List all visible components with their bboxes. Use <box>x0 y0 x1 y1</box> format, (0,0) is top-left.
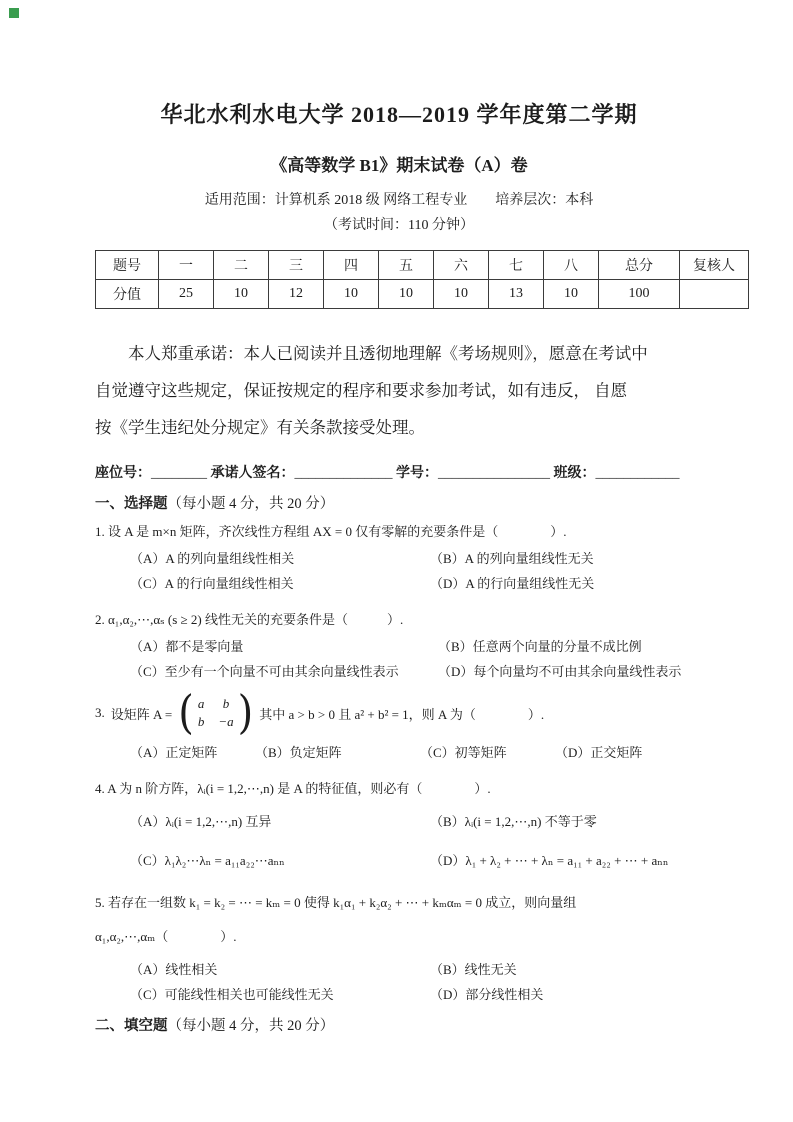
matrix-open-paren: ( <box>178 686 194 740</box>
question-5-stem <box>95 886 703 954</box>
question-3-text-suffix: 其中 a > b > 0 且 a² + b² = 1，则 A 为（ ）. <box>259 706 545 722</box>
question-5-text-line2: α₁,α₂,⋯,αₘ（ ）. <box>95 929 237 944</box>
question-5-text-line1 <box>95 886 703 920</box>
score-value-cell: 10 <box>544 280 599 309</box>
score-value-cell: 13 <box>489 280 544 309</box>
question-3 <box>95 686 703 764</box>
seat-number-label: 座位号： <box>95 466 151 481</box>
matrix-cell-11: a <box>197 696 205 711</box>
question-2-options <box>130 635 703 683</box>
question-2-text: α₁,α₂,⋯,αₛ (s ≥ 2) 线性无关的充要条件是（ ）. <box>108 612 404 627</box>
question-3-stem <box>95 686 703 740</box>
question-3-number: 3. <box>95 705 105 720</box>
score-value-cell: 10 <box>214 280 269 309</box>
matrix-cells <box>194 696 238 730</box>
time-line: （考试时间：110 分钟） <box>324 218 474 233</box>
exam-subtitle: 《高等数学 B1》期末试卷（A）卷 <box>270 156 528 175</box>
score-header-cell: 二 <box>214 251 269 280</box>
option-3b: （B）负定矩阵 <box>255 745 342 760</box>
question-2 <box>95 609 703 683</box>
score-header-cell: 五 <box>379 251 434 280</box>
option-5b: （B）线性无关 <box>430 962 517 977</box>
pledge-line: 自觉遵守这些规定，保证按规定的程序和要求参加考试，如有违反， 自愿 <box>95 381 628 400</box>
signer-name-blank: ______________ <box>294 466 393 481</box>
question-5-stem-line1: 若存在一组数 k₁ = k₂ = ⋯ = kₘ = 0 使得 k₁α₁ + k₂α₂ + ⋯ + kₘαₘ = 0 成立，则向量组 <box>108 895 577 910</box>
option-2c: （C）至少有一个向量不可由其余向量线性表示 <box>130 664 399 679</box>
scope-line: 适用范围：计算机系 2018 级 网络工程专业 培养层次：本科 <box>204 193 594 208</box>
score-header-cell: 题号 <box>96 251 159 280</box>
score-value-cell: 10 <box>379 280 434 309</box>
question-4 <box>95 778 703 872</box>
pledge-line: 按《学生违纪处分规定》有关条款接受处理。 <box>95 418 425 437</box>
matrix-cell-22: −a <box>218 714 234 729</box>
option-3d: （D）正交矩阵 <box>555 745 643 760</box>
score-header-cell: 六 <box>434 251 489 280</box>
score-table <box>95 250 749 309</box>
option-1d: （D）A 的行向量组线性无关 <box>430 576 595 591</box>
question-4-options <box>130 810 703 872</box>
question-5 <box>95 886 703 1006</box>
question-1-text: 设 A 是 m×n 矩阵，齐次线性方程组 AX = 0 仅有零解的充要条件是（ ）. <box>108 524 567 539</box>
class-label: 班级： <box>553 466 596 481</box>
question-2-stem <box>95 609 703 631</box>
option-2d: （D）每个向量均不可由其余向量线性表示 <box>438 664 682 679</box>
signer-name-label: 承诺人签名： <box>210 466 295 481</box>
option-5c: （C）可能线性相关也可能线性无关 <box>130 987 334 1002</box>
section-fill-heading <box>95 1014 703 1035</box>
student-id-label: 学号： <box>396 466 438 481</box>
question-5-options <box>130 958 703 1006</box>
score-value-cell: 100 <box>599 280 680 309</box>
score-header-cell: 一 <box>159 251 214 280</box>
pledge-line: 本人郑重承诺：本人已阅读并且透彻地理解《考场规则》，愿意在考试中 <box>128 344 648 363</box>
question-1-number: 1. <box>95 524 105 539</box>
signature-line <box>95 462 703 482</box>
seat-number-blank: ________ <box>151 466 207 481</box>
question-5-number: 5. <box>95 895 105 910</box>
score-value-cell: 25 <box>159 280 214 309</box>
score-header-cell: 总分 <box>599 251 680 280</box>
option-4c: （C）λ₁λ₂⋯λₙ = a₁₁a₂₂⋯aₙₙ <box>130 853 285 868</box>
option-4b: （B）λᵢ(i = 1,2,⋯,n) 不等于零 <box>430 814 597 829</box>
student-id-blank: ________________ <box>438 466 550 481</box>
option-2b: （B）任意两个向量的分量不成比例 <box>438 639 642 654</box>
option-3a: （A）正定矩阵 <box>130 745 218 760</box>
question-1-stem <box>95 521 703 543</box>
score-table-header-row <box>96 251 749 280</box>
matrix-close-paren: ) <box>237 686 254 740</box>
option-5a: （A）线性相关 <box>130 962 218 977</box>
score-table-value-row <box>96 280 749 309</box>
question-4-stem <box>95 778 703 800</box>
pledge-paragraph <box>95 335 703 446</box>
class-blank: ____________ <box>595 466 680 481</box>
option-5d: （D）部分线性相关 <box>430 987 544 1002</box>
score-header-cell: 七 <box>489 251 544 280</box>
question-3-text-prefix: 设矩阵 A = <box>110 706 173 722</box>
matrix-cell-12: b <box>222 696 230 711</box>
page-title: 华北水利水电大学 2018—2019 学年度第二学期 <box>160 102 638 127</box>
question-4-text: A 为 n 阶方阵，λᵢ(i = 1,2,⋯,n) 是 A 的特征值，则必有（ ）. <box>107 781 491 796</box>
option-2a: （A）都不是零向量 <box>130 639 244 654</box>
score-value-cell: 10 <box>324 280 379 309</box>
option-1c: （C）A 的行向量组线性相关 <box>130 576 294 591</box>
score-value-cell: 10 <box>434 280 489 309</box>
matrix-cell-21: b <box>197 714 205 729</box>
matrix-a <box>178 686 254 740</box>
option-1a: （A）A 的列向量组线性相关 <box>130 551 295 566</box>
section-fill-note: （每小题 4 分，共 20 分） <box>167 1018 335 1034</box>
score-header-cell: 四 <box>324 251 379 280</box>
option-3c: （C）初等矩阵 <box>420 745 507 760</box>
score-value-cell: 分值 <box>96 280 159 309</box>
section-fill-label: 二、填空题 <box>95 1018 168 1034</box>
question-1 <box>95 521 703 595</box>
score-value-cell: 12 <box>269 280 324 309</box>
section-choice-note: （每小题 4 分，共 20 分） <box>167 496 335 512</box>
question-3-options <box>130 741 703 764</box>
question-1-options <box>130 547 703 595</box>
score-value-cell <box>680 280 749 309</box>
section-choice-heading <box>95 492 703 513</box>
score-header-cell: 八 <box>544 251 599 280</box>
option-4d: （D）λ₁ + λ₂ + ⋯ + λₙ = a₁₁ + a₂₂ + ⋯ + aₙₙ <box>430 853 669 868</box>
score-header-cell: 三 <box>269 251 324 280</box>
question-4-number: 4. <box>95 781 105 796</box>
scan-artifact <box>9 8 19 18</box>
option-4a: （A）λᵢ(i = 1,2,⋯,n) 互异 <box>130 814 272 829</box>
question-2-number: 2. <box>95 612 105 627</box>
option-1b: （B）A 的列向量组线性无关 <box>430 551 594 566</box>
section-choice-label: 一、选择题 <box>95 496 168 512</box>
score-header-cell: 复核人 <box>680 251 749 280</box>
